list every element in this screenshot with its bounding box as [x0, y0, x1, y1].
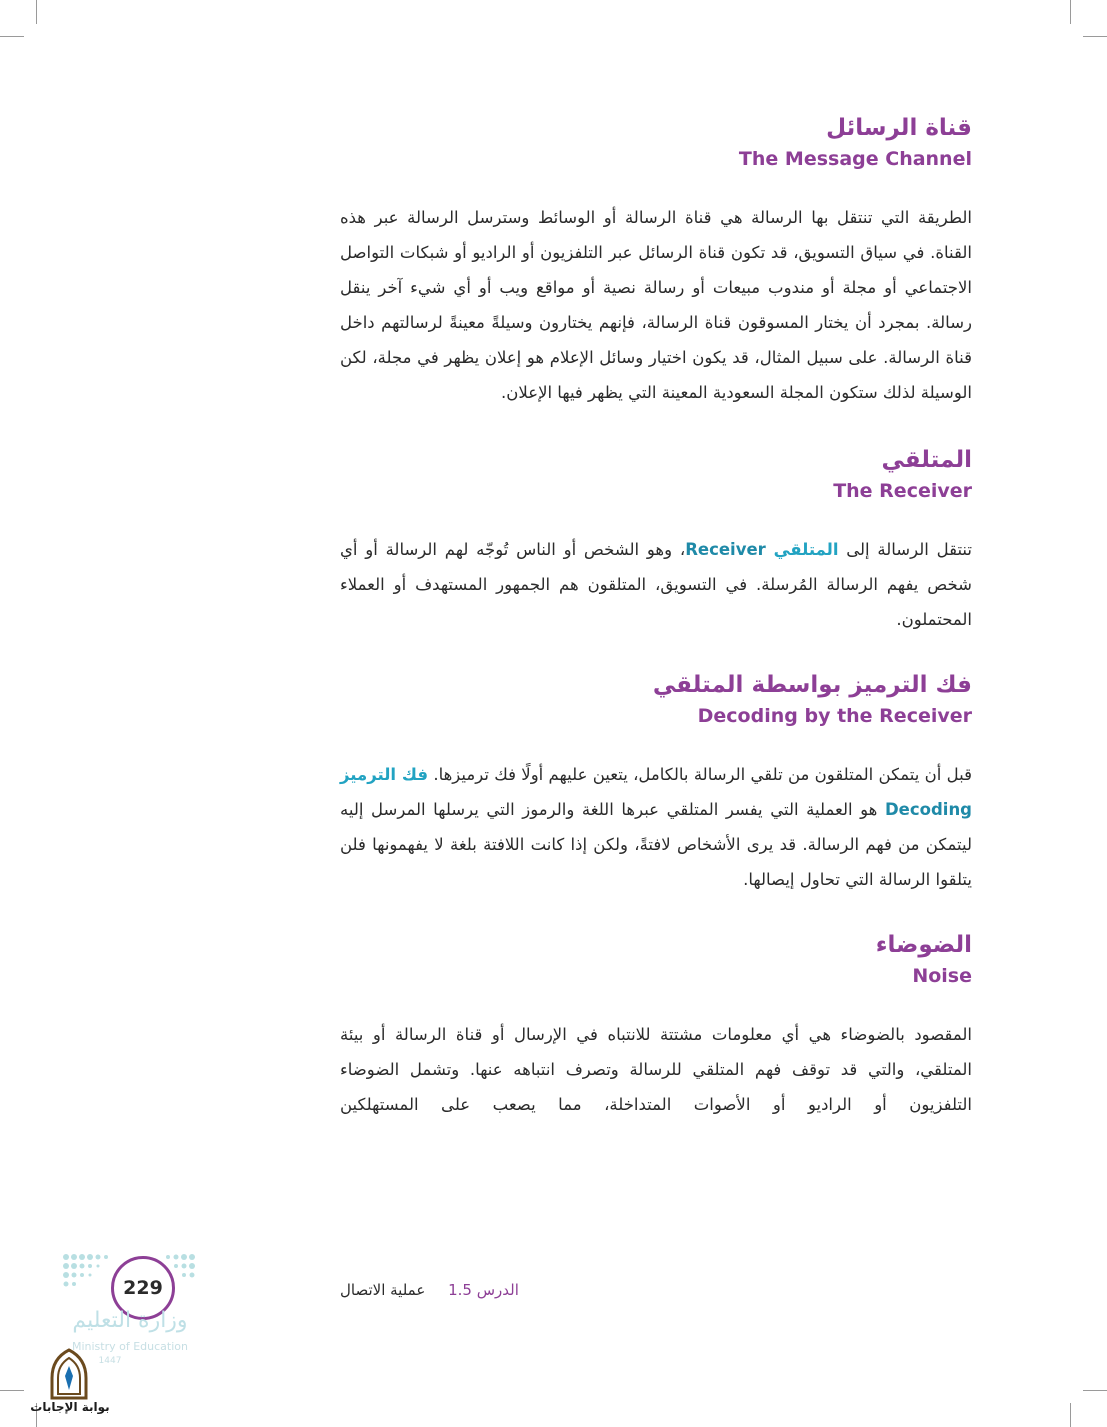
section-title-en: Noise — [912, 965, 972, 987]
ministry-name-ar: وزارة التعليم — [72, 1308, 188, 1333]
page-number-text: 229 — [123, 1277, 163, 1299]
page-content — [340, 112, 972, 1122]
lesson-label — [340, 1278, 519, 1302]
paragraph-text: هو العملية التي يفسر المتلقي عبرها اللغة والرموز التي يرسلها المرسل إليه ليتمكن من فهم الرسالة. قد يرى الأشخاص لافتةً، ولكن إذا كانت اللافتة بلغة لا يفهمونها فلن يتلقوا الرسالة التي تحاول إيصالها. — [340, 800, 972, 889]
paragraph-text: قبل أن يتمكن المتلقون من تلقي الرسالة بالكامل، يتعين عليهم أولًا فك ترميزها. — [433, 765, 972, 784]
keyword-ar: المتلقي — [773, 540, 839, 559]
crop-mark — [36, 0, 37, 24]
lesson-title: عملية الاتصال — [340, 1281, 426, 1299]
section-noise — [340, 929, 972, 1122]
crop-mark — [1083, 1390, 1107, 1391]
section-title-ar: قناة الرسائل — [826, 115, 972, 141]
section-title-en: The Receiver — [833, 480, 972, 502]
section-paragraph — [340, 532, 972, 637]
section-paragraph: المقصود بالضوضاء هي أي معلومات مشتتة للانتباه في الإرسال أو قناة الرسالة أو بيئة المتلقي، والتي قد توقف فهم المتلقي للرسالة وتصرف انتباهه عنها. وتشمل الضوضاء التلفزيون أو الراديو أو الأصوات المتداخلة، مما يصعب على المستهلكين — [340, 1025, 972, 1114]
paragraph-text: تنتقل الرسالة إلى — [838, 540, 973, 559]
section-receiver — [340, 444, 972, 637]
section-title-en: The Message Channel — [738, 148, 972, 170]
section-paragraph — [340, 757, 972, 897]
keyword-ar: فك الترميز — [340, 765, 429, 784]
paragraph-text: ، وهو الشخص أو الناس تُوجّه لهم الرسالة أو أي شخص يفهم الرسالة المُرسلة. في التسويق، المتلقون هم الجمهور المستهدف أو العملاء المحتملون. — [340, 540, 972, 629]
section-title-en: Decoding by the Receiver — [697, 705, 972, 727]
portal-label: بوابة الإجابات — [30, 1400, 110, 1414]
ministry-year: 1447 — [98, 1356, 122, 1366]
ministry-name-en: Ministry of Education — [71, 1340, 188, 1353]
crop-mark — [1083, 36, 1107, 37]
crop-mark — [1070, 0, 1071, 24]
keyword-en: Decoding — [884, 800, 972, 819]
section-paragraph: الطريقة التي تنتقل بها الرسالة هي قناة الرسالة أو الوسائط وسترسل الرسالة عبر هذه القناة. في سياق التسويق، قد تكون قناة الرسائل عبر التلفزيون أو الراديو أو شبكات التواصل الاجتماعي أو مجلة أو مندوب مبيعات أو رسالة نصية أو مواقع ويب أو أي شيء آخر ينقل رسالة. بمجرد أن يختار المسوقون قناة الرسالة، فإنهم يختارون وسيلةً معينةً لرسالتهم داخل قناة الرسالة. على سبيل المثال، قد يكون اختيار وسائل الإعلام هو إعلان يظهر في مجلة، لكن الوسيلة لذلك ستكون المجلة السعودية المعينة التي يظهر فيها الإعلان. — [340, 208, 972, 402]
section-message-channel — [340, 112, 972, 410]
section-title-ar: فك الترميز بواسطة المتلقي — [652, 672, 972, 698]
section-title-ar: الضوضاء — [875, 932, 972, 958]
mosque-logo-icon — [47, 1348, 91, 1400]
lesson-number: الدرس 1.5 — [448, 1281, 519, 1299]
crop-mark — [1070, 1403, 1071, 1427]
crop-mark — [0, 36, 24, 37]
crop-mark — [0, 1390, 24, 1391]
keyword-en: Receiver — [685, 540, 766, 559]
section-title-ar: المتلقي — [881, 447, 972, 473]
section-decoding — [340, 669, 972, 897]
